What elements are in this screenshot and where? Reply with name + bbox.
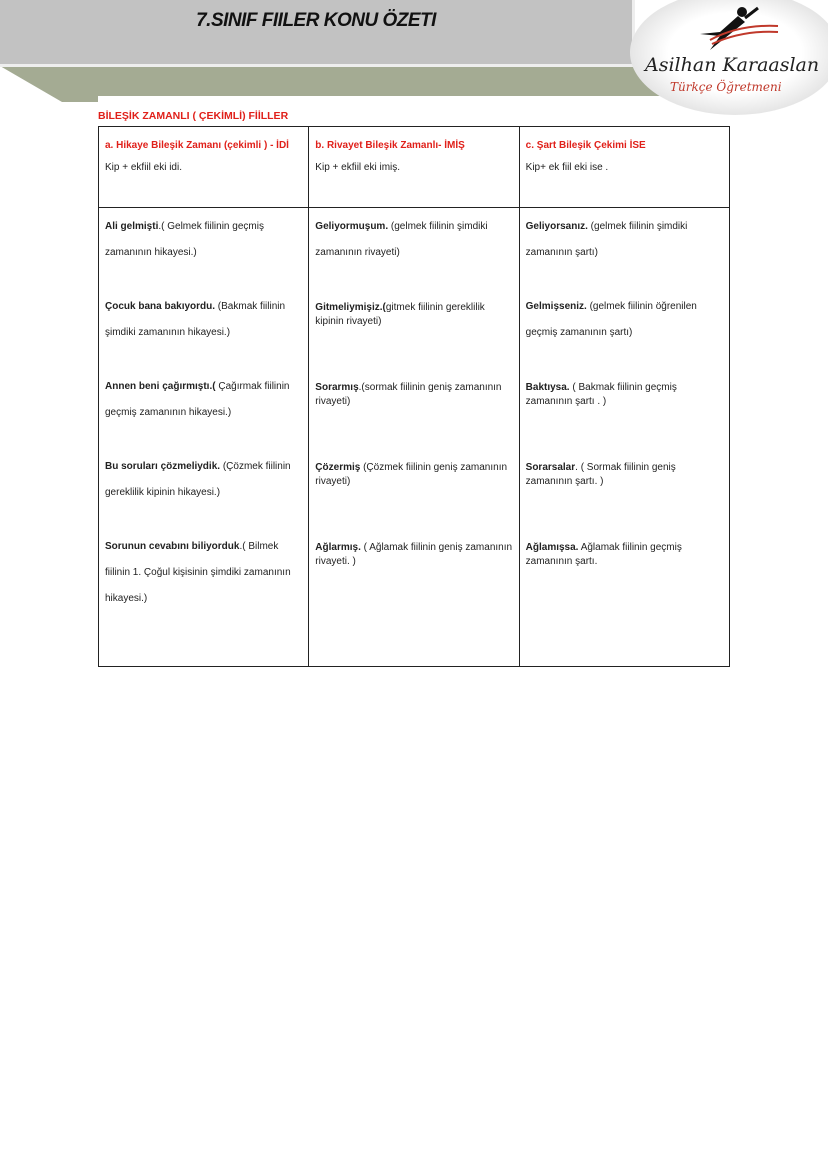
page-title: 7.SINIF FIILER KONU ÖZETI [196, 10, 436, 31]
example-note: ( Bakmak fiilinin geçmiş zamanının şartı . ) [525, 382, 677, 407]
example-note: Ağlamak fiilinin geçmiş zamanının şartı. [525, 542, 682, 567]
example-entry [105, 534, 302, 614]
header-cell [519, 127, 729, 208]
logo-subtitle: Türkçe Öğretmeni [670, 80, 782, 94]
example-entry [526, 534, 723, 614]
example-verb: Çözermiş [315, 462, 361, 473]
example-verb: Ağlamışsa. [525, 542, 579, 553]
example-note: .( Gelmek fiilinin geçmiş zamanının hikayesi.) [105, 221, 264, 258]
example-note: .( Bilmek fiilinin 1. Çoğul kişisinin şimdiki zamanının hikayesi.) [105, 541, 291, 604]
example-verb: Geliyormuşum. [315, 221, 389, 232]
runner-logo-icon [690, 4, 780, 54]
example-note: (Bakmak fiilinin şimdiki zamanının hikayesi.) [105, 301, 286, 338]
example-verb: Geliyorsanız. [525, 221, 588, 232]
section-title: BİLEŞİK ZAMANLI ( ÇEKİMLİ) FİİLLER [98, 110, 289, 122]
example-entry [105, 214, 302, 294]
example-note: (Çözmek fiilinin gereklilik kipinin hikayesi.) [105, 461, 291, 498]
example-entry [315, 214, 512, 294]
example-entry [526, 294, 723, 374]
example-verb: Gitmeliymişiz.( [315, 302, 386, 313]
example-note: (Çözmek fiilinin geniş zamanının rivayeti) [315, 462, 508, 487]
example-verb: Sorarmış [315, 382, 359, 393]
example-verb: Baktıysa. [525, 382, 570, 393]
example-entry [315, 454, 512, 534]
example-note: Çağırmak fiilinin geçmiş zamanının hikayesi.) [105, 381, 290, 418]
example-verb: Çocuk bana bakıyordu. [105, 301, 216, 312]
example-entry [105, 294, 302, 374]
examples-cell [309, 208, 519, 667]
example-verb: Ali gelmişti [105, 221, 159, 232]
example-note: ( Ağlamak fiilinin geniş zamanının rivayeti. ) [315, 542, 513, 567]
example-entry [315, 374, 512, 454]
divider [98, 96, 738, 106]
example-note: gitmek fiilinin gereklilik kipinin rivayeti) [315, 302, 485, 327]
example-verb: Bu soruları çözmeliydik. [105, 461, 221, 472]
example-note: (gelmek fiilinin öğrenilen geçmiş zamanının şartı) [525, 301, 697, 338]
column-heading: b. Rivayet Bileşik Zamanlı- İMİŞ [315, 140, 465, 151]
header-cell [99, 127, 309, 208]
column-formula: Kip + ekfiil eki idi. [105, 162, 182, 173]
example-note: (gelmek fiilinin şimdiki zamanının şartı) [525, 221, 688, 258]
header-cell [309, 127, 519, 208]
example-entry [105, 454, 302, 534]
example-entry [315, 294, 512, 374]
example-verb: Gelmişseniz. [525, 301, 587, 312]
example-verb: Ağlarmış. [315, 542, 361, 553]
examples-cell [519, 208, 729, 667]
column-formula: Kip+ ek fiil eki ise . [525, 162, 609, 173]
table-header-row [99, 127, 730, 208]
examples-cell [99, 208, 309, 667]
column-formula: Kip + ekfiil eki imiş. [315, 162, 401, 173]
example-note: (gelmek fiilinin şimdiki zamanının rivayeti) [315, 221, 488, 258]
example-verb: Sorunun cevabını biliyorduk [105, 541, 240, 552]
example-entry [526, 214, 723, 294]
column-heading: c. Şart Bileşik Çekimi İSE [525, 140, 646, 151]
example-verb: Annen beni çağırmıştı.( [105, 381, 216, 392]
example-verb: Sorarsalar [525, 462, 576, 473]
example-entry [105, 374, 302, 454]
example-note: .(sormak fiilinin geniş zamanının rivayeti) [315, 382, 502, 407]
verb-table [98, 126, 730, 667]
example-entry [315, 534, 512, 614]
table-body-row [99, 208, 730, 667]
logo-name: Asilhan Karaaslan [645, 54, 820, 76]
example-entry [526, 374, 723, 454]
example-note: . ( Sormak fiilinin geniş zamanının şartı. ) [525, 462, 676, 487]
example-entry [526, 454, 723, 534]
column-heading: a. Hikaye Bileşik Zamanı (çekimli ) - İDİ [105, 140, 289, 151]
